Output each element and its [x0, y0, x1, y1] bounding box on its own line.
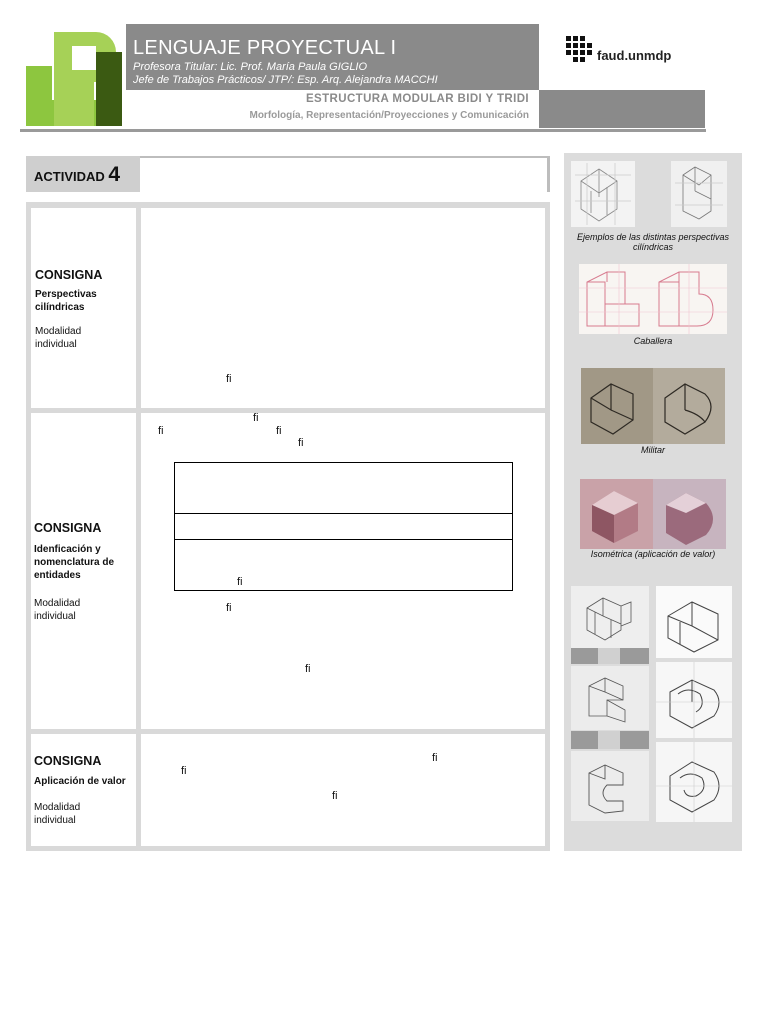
- row2-subheading: Idenficación y nomenclatura de entidades: [34, 544, 115, 581]
- student-sketch-image: [571, 751, 649, 821]
- ligature-glyph: ﬁ: [253, 412, 259, 424]
- box-divider-2: [174, 539, 513, 540]
- row3-subheading: Aplicación de valor: [34, 776, 126, 787]
- header-divider: [20, 129, 706, 132]
- row1-heading: CONSIGNA: [35, 268, 103, 282]
- caption-caballera: Caballera: [633, 336, 673, 346]
- module-title: ESTRUCTURA MODULAR BIDI Y TRIDI: [305, 93, 529, 105]
- student-sketch-image: [656, 742, 732, 822]
- ligature-glyph: ﬁ: [237, 576, 243, 588]
- ligature-glyph: ﬁ: [432, 752, 438, 764]
- row1-modality: Modalidad individual: [35, 326, 82, 350]
- row2-heading: CONSIGNA: [34, 521, 102, 535]
- ligature-glyph: ﬁ: [305, 663, 311, 675]
- caption-isometrica: Isométrica (aplicación de valor): [590, 549, 716, 559]
- professor-line: Profesora Titular: Lic. Prof. María Paula GIGLIO: [133, 61, 368, 73]
- cylindrical-sketch-image: [571, 161, 635, 227]
- militar-image: [581, 368, 725, 444]
- ligature-glyph: ﬁ: [158, 425, 164, 437]
- cylindrical-sketch-image: [671, 161, 727, 227]
- right-gray-band: [539, 90, 705, 128]
- row1-subheading: Perspectivas cilíndricas: [35, 289, 97, 313]
- row3-label-cell: [31, 734, 136, 846]
- ligature-glyph: ﬁ: [276, 425, 282, 437]
- caption-militar: Militar: [641, 445, 665, 455]
- sketch-separator-light: [598, 648, 620, 664]
- row2-modality: Modalidad individual: [34, 598, 81, 622]
- course-title: LENGUAJE PROYECTUAL I: [133, 37, 397, 59]
- activity-number: 4: [108, 163, 121, 186]
- ligature-glyph: ﬁ: [298, 437, 304, 449]
- jtp-line: Jefe de Trabajos Prácticos/ JTP/: Esp. Arq. Alejandra MACCHI: [133, 74, 438, 86]
- row3-heading: CONSIGNA: [34, 754, 102, 768]
- box-divider-1: [174, 513, 513, 514]
- ligature-glyph: ﬁ: [226, 373, 232, 385]
- student-sketch-image: [571, 586, 649, 648]
- activity-label: ACTIVIDAD: [34, 169, 105, 184]
- institution-name: faud.unmdp: [597, 48, 672, 63]
- student-sketch-image: [656, 586, 732, 658]
- caption-examples: Ejemplos de las distintas perspectivas cilíndricas: [576, 232, 730, 252]
- module-subtitle: Morfología, Representación/Proyecciones y Comunicación: [249, 110, 529, 121]
- row3-modality: Modalidad individual: [34, 802, 81, 826]
- activity-bar-top-line: [140, 156, 550, 158]
- faud-logo-icon: [566, 36, 594, 62]
- nomenclature-box: [174, 462, 513, 591]
- caballera-image: [579, 264, 727, 334]
- student-sketch-image: [571, 666, 649, 730]
- activity-title: [34, 163, 120, 187]
- row3-content-cell: [141, 734, 545, 846]
- pi-logo: [26, 32, 122, 126]
- ligature-glyph: ﬁ: [332, 790, 338, 802]
- isometrica-image: [580, 479, 726, 549]
- ligature-glyph: ﬁ: [226, 602, 232, 614]
- row1-content-cell: [141, 208, 545, 408]
- ligature-glyph: ﬁ: [181, 765, 187, 777]
- sketch-separator-light: [598, 731, 620, 749]
- student-sketch-image: [656, 662, 732, 738]
